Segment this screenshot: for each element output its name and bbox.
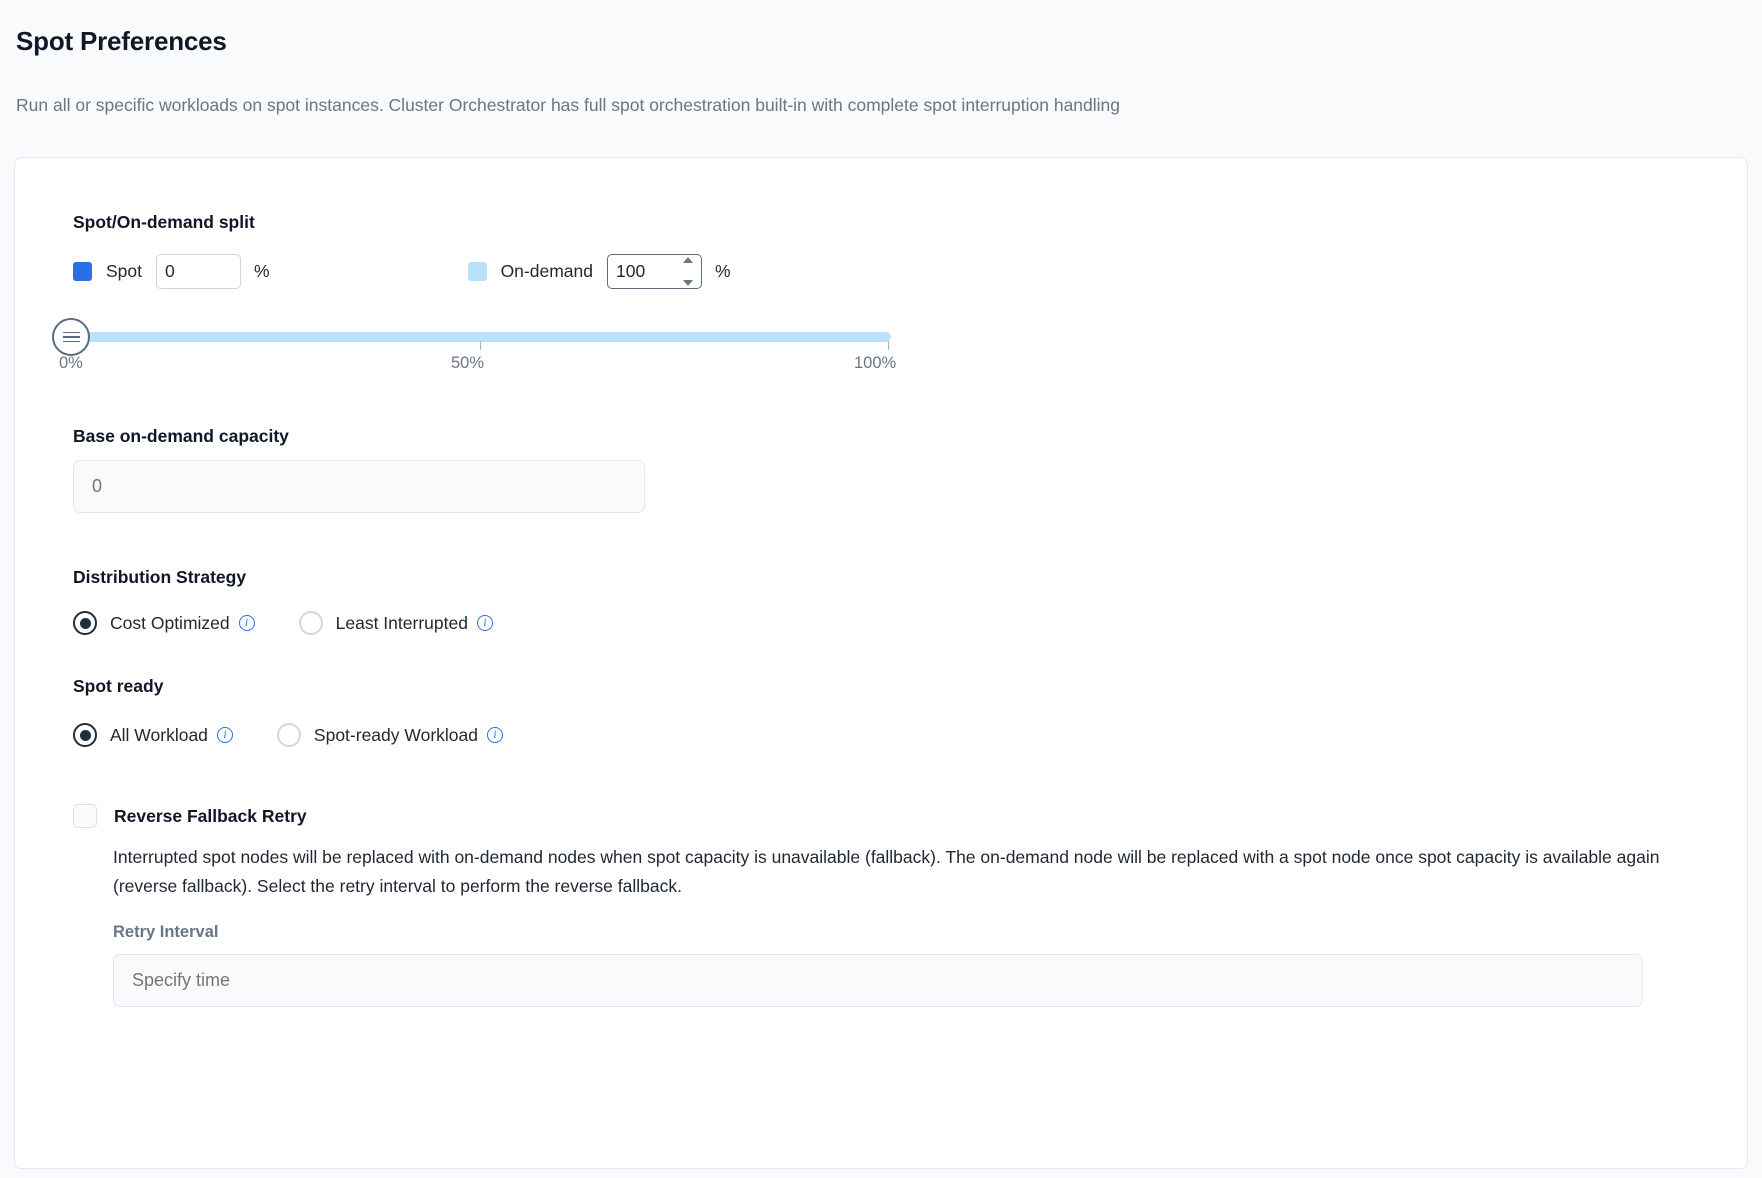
radio-cost-optimized-label: Cost Optimized <box>110 612 230 633</box>
split-section-title: Spot/On-demand split <box>73 212 255 232</box>
spinner-buttons <box>680 257 696 286</box>
reverse-fallback-description: Interrupted spot nodes will be replaced with on-demand nodes when spot capacity is unavailable (fallback). The on-demand node will be replaced with a spot node once spot capacity is available again (reverse fallback). Select the retry interval to perform the reverse fallback. <box>113 847 1660 896</box>
slider-label-0: 0% <box>59 354 83 372</box>
slider-tick-100 <box>888 341 889 350</box>
ondemand-spinner <box>607 254 702 289</box>
reverse-fallback-retry-checkbox[interactable] <box>73 804 97 828</box>
radio-least-interrupted-label: Least Interrupted <box>335 612 468 633</box>
slider-tick-50 <box>480 341 481 350</box>
spot-color-swatch <box>73 262 92 281</box>
retry-interval-input[interactable] <box>113 954 1643 1007</box>
spot-ready-title: Spot ready <box>73 676 164 696</box>
slider-label-100: 100% <box>854 354 897 372</box>
slider-thumb[interactable] <box>52 318 90 356</box>
page-title: Spot Preferences <box>16 26 227 56</box>
info-icon[interactable]: i <box>239 615 255 631</box>
ondemand-color-swatch <box>468 262 487 281</box>
radio-all-workload-control[interactable] <box>73 723 97 747</box>
radio-least-interrupted[interactable] <box>299 611 493 635</box>
spot-split-slider[interactable] <box>59 318 919 388</box>
split-row <box>73 253 731 289</box>
radio-spot-ready-workload[interactable] <box>277 723 503 747</box>
spot-percent-input[interactable] <box>156 254 241 289</box>
slider-thumb-grip-icon <box>63 329 80 346</box>
base-capacity-input[interactable] <box>73 460 645 513</box>
radio-cost-optimized-control[interactable] <box>73 611 97 635</box>
spot-ready-options <box>73 723 547 747</box>
reverse-fallback-retry-label: Reverse Fallback Retry <box>114 805 307 826</box>
ondemand-percent-symbol: % <box>714 260 731 281</box>
reverse-fallback-retry-row[interactable] <box>73 804 307 828</box>
info-icon[interactable]: i <box>487 727 503 743</box>
radio-all-workload[interactable] <box>73 723 233 747</box>
radio-spot-ready-workload-label: Spot-ready Workload <box>313 724 478 745</box>
distribution-strategy-title: Distribution Strategy <box>73 567 247 587</box>
radio-spot-ready-workload-control[interactable] <box>277 723 301 747</box>
spot-percent-symbol: % <box>254 260 270 281</box>
spot-label: Spot <box>106 260 142 281</box>
radio-all-workload-label: All Workload <box>110 724 208 745</box>
spinner-up-icon[interactable] <box>683 257 693 263</box>
slider-label-50: 50% <box>451 354 485 372</box>
distribution-strategy-options <box>73 611 537 635</box>
retry-interval-label: Retry Interval <box>113 923 219 941</box>
info-icon[interactable]: i <box>477 615 493 631</box>
info-icon[interactable]: i <box>217 727 233 743</box>
spinner-down-icon[interactable] <box>683 280 693 286</box>
radio-least-interrupted-control[interactable] <box>299 611 323 635</box>
slider-track[interactable] <box>71 332 891 342</box>
spot-preferences-card <box>14 157 1748 1169</box>
ondemand-label: On-demand <box>500 260 593 281</box>
page-description: Run all or specific workloads on spot instances. Cluster Orchestrator has full spot orchestration built-in with complete spot interruption handling <box>16 95 1121 115</box>
base-capacity-title: Base on-demand capacity <box>73 426 289 446</box>
radio-cost-optimized[interactable] <box>73 611 255 635</box>
